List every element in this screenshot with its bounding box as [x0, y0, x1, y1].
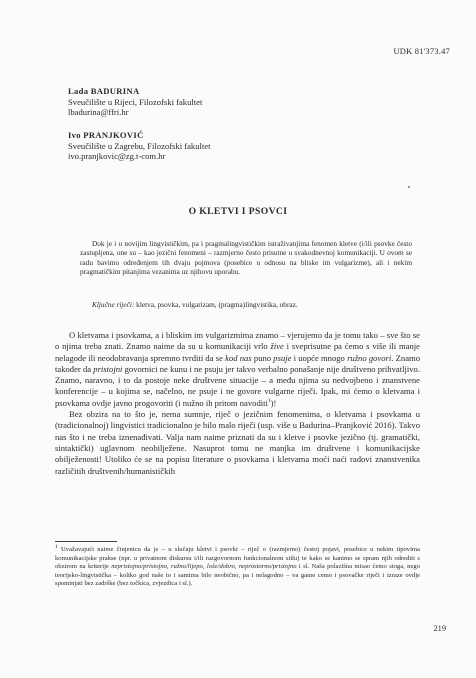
italic-run: psuje	[273, 352, 292, 363]
text-run: O kletvama i psovkama, a i bliskim im vulgarizmima znamo – vjerujemo da je tomu tako – sve što se o njima treba znati. Znamo naime da su u komunikaciji vrlo	[55, 330, 420, 352]
text-run: puno	[251, 352, 274, 363]
author-block-1	[68, 86, 202, 118]
author-email: ivo.pranjkovic@zg.t-com.hr	[68, 151, 166, 162]
body-text	[55, 330, 420, 477]
abstract	[80, 239, 412, 277]
body-paragraph-2: Bez obzira na to što je, nema sumnje, riječ o jezičnim fenomenima, o kletvama i psovkama u (tradicionalnoj) lingvistici tradicionalno je bilo malo riječi (usp. više u Badurina–Pranjković 2016). Takvo nas što i ne treba iznenađivati. Valja nam naime priznati da su i kletve i psovke jezično (tj. gramatički, sintaktički) uglavnom neobilježene. Nasuprot tomu ne manjka im društvene i komunikacijske obilježenosti! Utoliko će se na popisu literature o psovkama i kletvama moći naći radovi znanstvenika različitih društvenih/humanističkih	[55, 409, 420, 476]
abstract-paragraph: Dok je i u novijim lingvističkim, pa i pragmalingvističkim istraživanjima fenomen kletve (i/ili psovke često zastupljena, one su – kao jezični fenomeni – razmjerno često prisutne u svakodnevnoj komunikaciji. U ovom se radu bavimo određenjem tih dvaju pojmova (posebice u odnosu na bliske im vulgarizme), ali i nekim pragmatičkim pitanjima vezanima uz njihovu uporabu.	[80, 239, 412, 277]
text-run: govornici ne kunu i ne psuju jer takvo verbalno ponašanje nije društveno prihvatljivo. Znamo, naravno, i to da postoje neke društvene situacije – a među njima su nedvojbeno i znanstvene konferencije – u kojima se, načelno, ne psuje i ne govore vulgarne riječi. Ipak, mi ćemo o kletvama i psovkama ovdje javno progovoriti (i nužno ih pritom navoditi	[55, 363, 420, 408]
speck-mark	[408, 186, 410, 188]
page-number: 219	[433, 624, 446, 633]
italic-run: kod nas	[225, 352, 252, 363]
author-name: Ivo PRANJKOVIĆ	[68, 130, 144, 140]
udk-code: UDK 81'373.47	[393, 46, 450, 56]
text-run: )!	[270, 397, 277, 408]
author-affiliation: Sveučilište u Zagrebu, Filozofski fakultet	[68, 140, 211, 151]
footnote-divider	[55, 541, 117, 542]
text-run: i uopće mnogo	[291, 352, 348, 363]
keywords-text: kletva, psovka, vulgarizam, (pragma)lingvistika, obraz.	[134, 300, 298, 309]
paper-title: O KLETVI I PSOVCI	[188, 206, 288, 217]
footnote-marker: 1	[267, 397, 271, 404]
author-block-2	[68, 130, 210, 162]
author-affiliation: Sveučilište u Rijeci, Filozofski fakultet	[68, 96, 203, 107]
keywords	[92, 300, 412, 309]
footnote	[55, 543, 420, 589]
author-email: lbadurina@ffri.hr	[68, 107, 129, 118]
text-run: i sveprisutne pa ćemo s više ili manje nelagode ili neodobravanja spremno tvrditi da se	[55, 341, 420, 363]
text-run: . Znamo također da	[55, 352, 420, 374]
footnote-number: 1	[55, 543, 58, 550]
italic-run: žive	[270, 341, 284, 352]
keywords-label: Ključne riječi:	[92, 300, 135, 309]
italic-run: nepristojno/pristojno, ružno/lijepo, loše/dobro, neprostorno/pristojno	[111, 563, 297, 571]
italic-run: pristojni	[93, 363, 123, 374]
italic-run: ružno govori	[347, 352, 392, 363]
body-paragraph-1	[55, 330, 420, 409]
text-run: Uvažavajući naime činjenicu da je – u slučaju kletvi i psovki – riječ o (razmjerno) čestoj pojavi, posebice u nekim tipovima komunikacijske prakse (npr. u privatnom diskursu i/ili razgovornom funkcionalnom stilu) te kako se kanimo se spram njih odrediti s obzirom na kriterije	[55, 546, 420, 571]
author-name: Lada BADURINA	[68, 86, 140, 96]
text-run: i sl. Naša polazišna misao ćemo stoga, nego teorijsko-lingvistička – koliko god naše to i samima bilo neobično, pa i nelagodno – va game cemo i psovačke riječi i izraze ovdje spominjati bez zadrške (bez točkica, zvjezdica i sl.).	[55, 563, 420, 588]
